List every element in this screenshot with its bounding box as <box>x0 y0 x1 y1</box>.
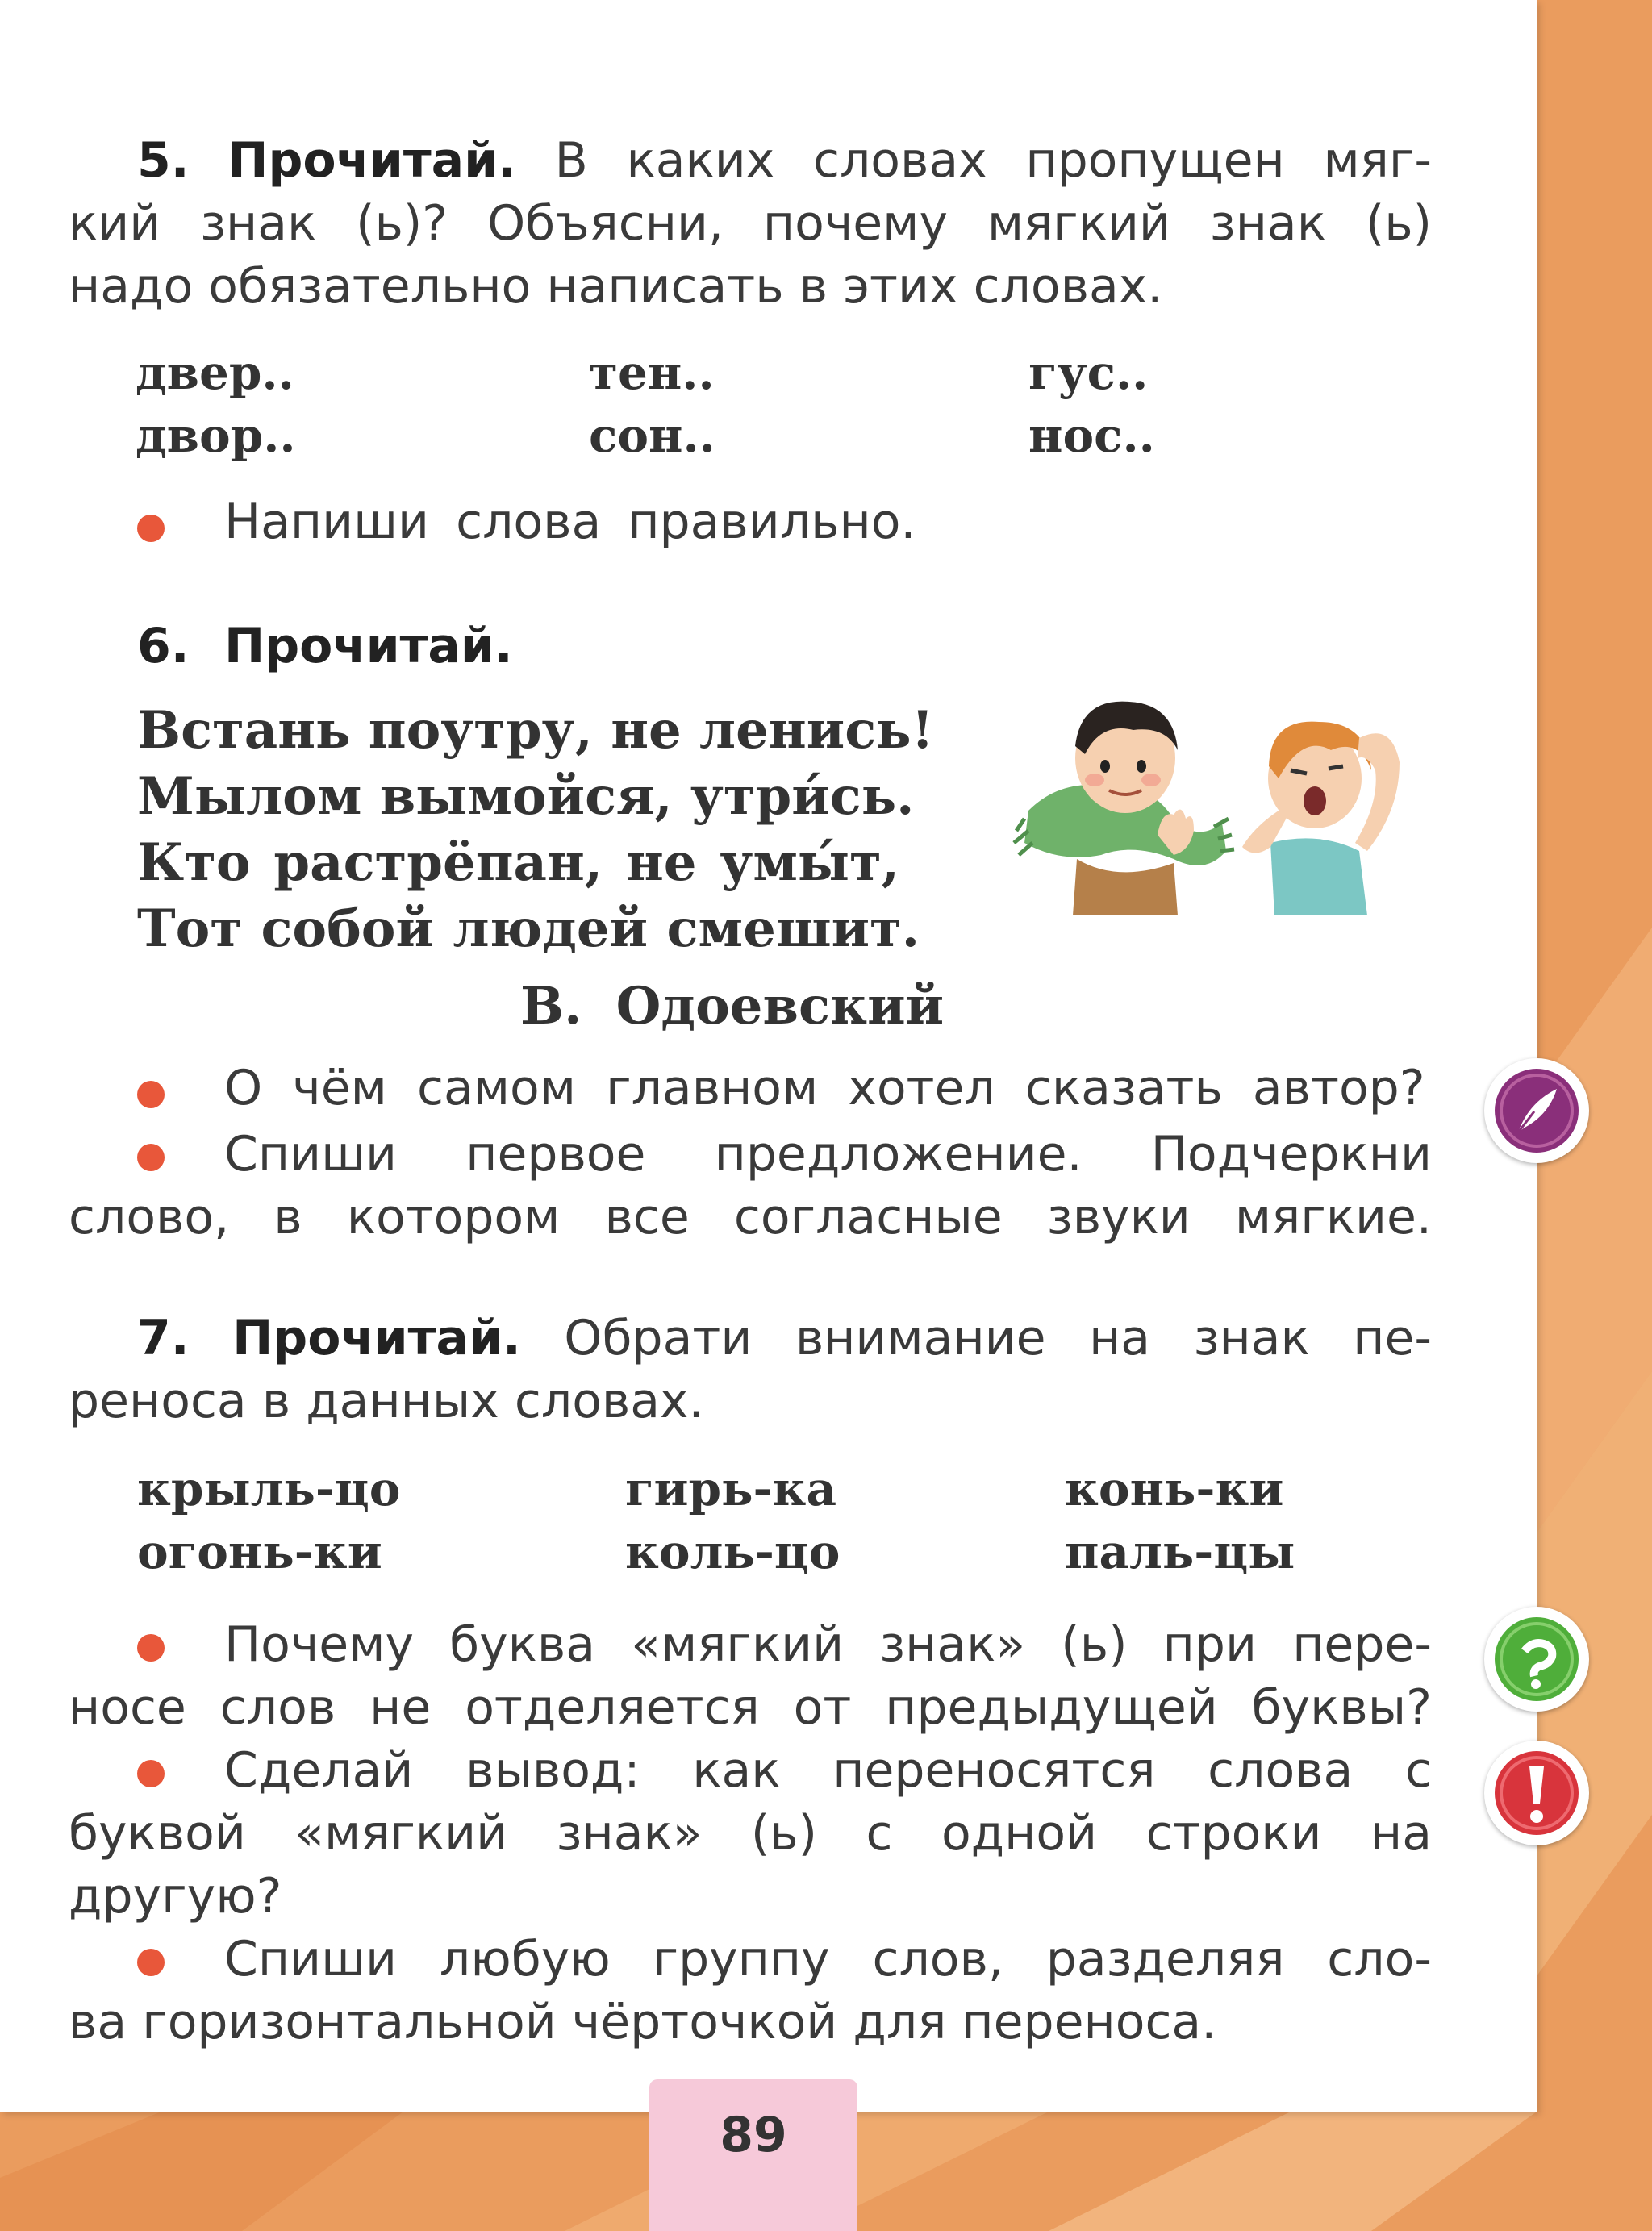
poem-line-4: Тот собой людей смешит. <box>137 899 920 959</box>
task7-word-4: огонь-ки <box>137 1524 382 1579</box>
task6-bullet2-line1: Спиши первое предложение. Подчеркни <box>224 1126 1432 1182</box>
poem-line-1: Встань поутру, не ленись! <box>137 700 934 761</box>
task7-word-6: паль-цы <box>1065 1524 1295 1579</box>
illustration-boys <box>1012 690 1432 932</box>
task7-bullet1-line2: носе слов не отделяется от предыдущей буквы? <box>69 1679 1432 1736</box>
task7-word-1: крыль-цо <box>137 1462 401 1516</box>
pen-icon <box>1484 1058 1589 1163</box>
task6-bullet2 <box>69 1123 1432 1249</box>
task7-word-3: конь-ки <box>1065 1462 1284 1516</box>
poem-author: В. Одоевский <box>520 976 945 1036</box>
task6-heading: Прочитай. <box>224 618 513 674</box>
task5-line3: надо обязательно написать в этих словах. <box>69 258 1163 315</box>
task5-line1: В каких словах пропущен мяг- <box>554 132 1432 189</box>
bullet-dot <box>137 1760 165 1787</box>
task5-heading: Прочитай. <box>227 132 516 189</box>
task7-bullet2-line3: другую? <box>69 1868 282 1924</box>
task7-line1: Обрати внимание на знак пе- <box>564 1310 1433 1366</box>
task7-bullet3-line2: ва горизонтальной чёрточкой для переноса. <box>69 1994 1217 2050</box>
question-badge[interactable] <box>1484 1607 1589 1712</box>
task7-text <box>69 1307 1432 1432</box>
task6-bullet2-line2: слово, в котором все согласные звуки мягкие. <box>69 1189 1432 1245</box>
bullet-dot <box>137 1634 165 1662</box>
task7-bullet3-line1: Спиши любую группу слов, разделяя сло- <box>224 1931 1432 1987</box>
task5-word-4: двор.. <box>136 408 296 463</box>
task5-word-6: нос.. <box>1028 408 1155 463</box>
task7-bullet2-line2: буквой «мягкий знак» (ь) с одной строки на <box>69 1805 1432 1862</box>
page-number: 89 <box>720 2107 787 2163</box>
task5-word-5: сон.. <box>589 408 715 463</box>
task6-number: 6. <box>137 618 190 674</box>
task7-word-5: коль-цо <box>625 1524 841 1579</box>
task5-word-2: тен.. <box>589 345 715 400</box>
task7-heading: Прочитай. <box>232 1310 521 1366</box>
task5-word-3: гус.. <box>1028 345 1149 400</box>
task5-text <box>69 129 1432 318</box>
task5-number: 5. <box>137 132 190 189</box>
task7-bullets <box>69 1613 1432 2054</box>
task7-number: 7. <box>137 1310 190 1366</box>
task7-bullet2-line1: Сделай вывод: как переносятся слова с <box>224 1742 1432 1799</box>
task7-line2: реноса в данных словах. <box>69 1373 704 1429</box>
task5-word-1: двер.. <box>136 345 294 400</box>
pen-badge[interactable] <box>1484 1058 1589 1163</box>
task5-line2: кий знак (ь)? Объясни, почему мягкий знак (ь) <box>69 195 1432 252</box>
bullet-dot <box>137 1081 165 1108</box>
task5-bullet1: Напиши слова правильно. <box>224 494 916 550</box>
poem-line-3: Кто растрёпан, не умы́т, <box>137 832 899 893</box>
bullet-dot <box>137 1949 165 1976</box>
task7-word-2: гирь-ка <box>625 1462 837 1516</box>
question-icon <box>1484 1607 1589 1712</box>
task6-bullet1: О чём самом главном хотел сказать автор? <box>224 1060 1425 1116</box>
poem-line-2: Мылом вымойся, утри́сь. <box>137 766 915 827</box>
bullet-dot <box>137 1144 165 1171</box>
exclamation-icon <box>1484 1741 1589 1845</box>
bullet-dot <box>137 515 165 542</box>
task7-bullet1-line1: Почему буква «мягкий знак» (ь) при пере- <box>224 1616 1432 1673</box>
exclamation-badge[interactable] <box>1484 1741 1589 1845</box>
